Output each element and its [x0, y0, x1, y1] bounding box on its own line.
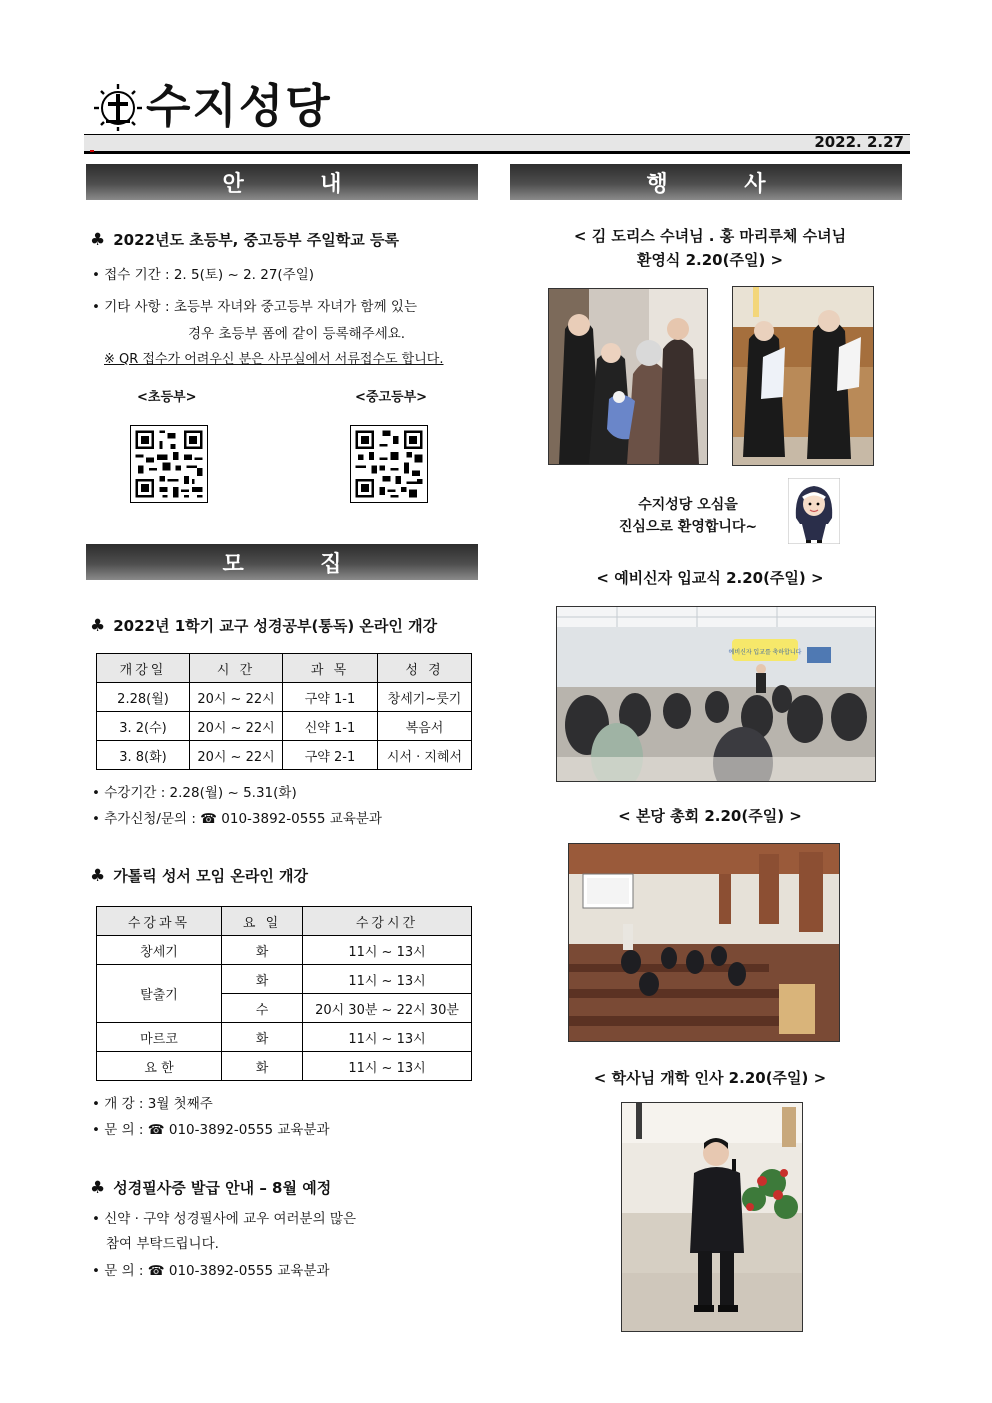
recruit-section-bar: 모 집 — [86, 544, 478, 580]
table-row: 탈출기 화 11시 ~ 13시 — [97, 965, 472, 994]
table-row: 2.28(월) 20시 ~ 22시 구약 1-1 창세기~룻기 — [97, 683, 472, 712]
welcome-message: 수지성당 오심을 진심으로 환영합니다~ — [618, 497, 758, 535]
notice-section-bar: 안 내 — [86, 164, 478, 200]
club-icon: ♣ — [90, 230, 106, 250]
table-header-row: 수강과목 요 일 수강시간 — [97, 907, 472, 936]
notice-heading: ♣ 2022년도 초등부, 중고등부 주일학교 등록 — [90, 230, 399, 250]
nun-character-icon — [788, 478, 840, 544]
club-icon: ♣ — [90, 1178, 106, 1198]
notice-period: • 접수 기간 : 2. 5(토) ~ 2. 27(주일) — [92, 267, 315, 283]
seminarian-photo — [621, 1102, 803, 1332]
table-row: 수 20시 30분 ~ 22시 30분 — [97, 994, 472, 1023]
notice-other-2: 경우 초등부 폼에 같이 등록해주세요. — [188, 326, 406, 342]
event1-caption-1: < 김 도리스 수녀님 . 홍 마리루체 수녀님 — [573, 227, 847, 245]
table-row: 3. 8(화) 20시 ~ 22시 구약 2-1 시서 · 지혜서 — [97, 741, 472, 770]
event1-caption-2: 환영식 2.20(주일) > — [636, 251, 784, 269]
event3-caption: < 본당 총회 2.20(주일) > — [618, 807, 802, 825]
catholic-bible-table — [96, 906, 472, 1081]
event4-caption: < 학사님 개학 인사 2.20(주일) > — [593, 1069, 827, 1087]
bible-study-table — [96, 653, 472, 770]
welcome-photo-1 — [548, 288, 708, 465]
transcription-heading: ♣ 성경필사증 발급 안내 – 8월 예정 — [90, 1178, 332, 1198]
page-title: 수지성당 — [146, 79, 332, 133]
table-row: 마르코 화 11시 ~ 13시 — [97, 1023, 472, 1052]
table-row: 요 한 화 11시 ~ 13시 — [97, 1052, 472, 1081]
bible-study-contact: • 추가신청/문의 : ☎ 010-3892-0555 교육분과 — [92, 811, 382, 827]
qr-middle-high-label: <중고등부> — [355, 390, 428, 405]
assembly-photo — [568, 843, 840, 1042]
catholic-bible-heading: ♣ 가톨릭 성서 모임 온라인 개강 — [90, 866, 309, 886]
seminarian-photo-image — [622, 1103, 802, 1331]
club-icon: ♣ — [90, 616, 106, 636]
bible-study-period: • 수강기간 : 2.28(월) ~ 5.31(화) — [92, 785, 297, 801]
catholic-bible-start: • 개 강 : 3월 첫째주 — [92, 1096, 213, 1112]
welcome-photo-1-image — [549, 289, 707, 464]
catechumen-photo-image — [557, 607, 875, 781]
catechumen-photo — [556, 606, 876, 782]
header-rule — [84, 134, 910, 154]
table-row: 창세기 화 11시 ~ 13시 — [97, 936, 472, 965]
transcription-line-2: 참여 부탁드립니다. — [106, 1236, 219, 1252]
issue-date: 2022. 2.27 — [814, 133, 904, 151]
notice-other-1: • 기타 사항 : 초등부 자녀와 중고등부 자녀가 함께 있는 — [92, 299, 417, 315]
events-section-bar: 행 사 — [510, 164, 902, 200]
assembly-photo-image — [569, 844, 839, 1041]
red-mark — [90, 150, 94, 152]
transcription-line-1: • 신약 · 구약 성경필사에 교우 여러분의 많은 — [92, 1211, 356, 1227]
notice-note: ※ QR 접수가 어려우신 분은 사무실에서 서류접수도 합니다. — [104, 352, 444, 367]
transcription-contact: • 문 의 : ☎ 010-3892-0555 교육분과 — [92, 1263, 330, 1279]
welcome-photo-2-image — [733, 287, 873, 465]
welcome-photo-2 — [732, 286, 874, 466]
ceremony-banner-text: 예비신자 입교를 축하합니다 — [728, 650, 802, 656]
qr-code-elementary-icon[interactable] — [130, 425, 208, 503]
event2-caption: < 예비신자 입교식 2.20(주일) > — [596, 569, 824, 587]
table-header-row: 개강일 시 간 과 목 성 경 — [97, 654, 472, 683]
qr-code-middle-high-icon[interactable] — [350, 425, 428, 503]
church-cross-logo-icon — [92, 80, 144, 132]
bible-study-heading: ♣ 2022년 1학기 교구 성경공부(통독) 온라인 개강 — [90, 616, 438, 636]
catholic-bible-contact: • 문 의 : ☎ 010-3892-0555 교육분과 — [92, 1122, 330, 1138]
qr-elementary-label: <초등부> — [137, 390, 197, 405]
club-icon: ♣ — [90, 866, 106, 886]
table-row: 3. 2(수) 20시 ~ 22시 신약 1-1 복음서 — [97, 712, 472, 741]
